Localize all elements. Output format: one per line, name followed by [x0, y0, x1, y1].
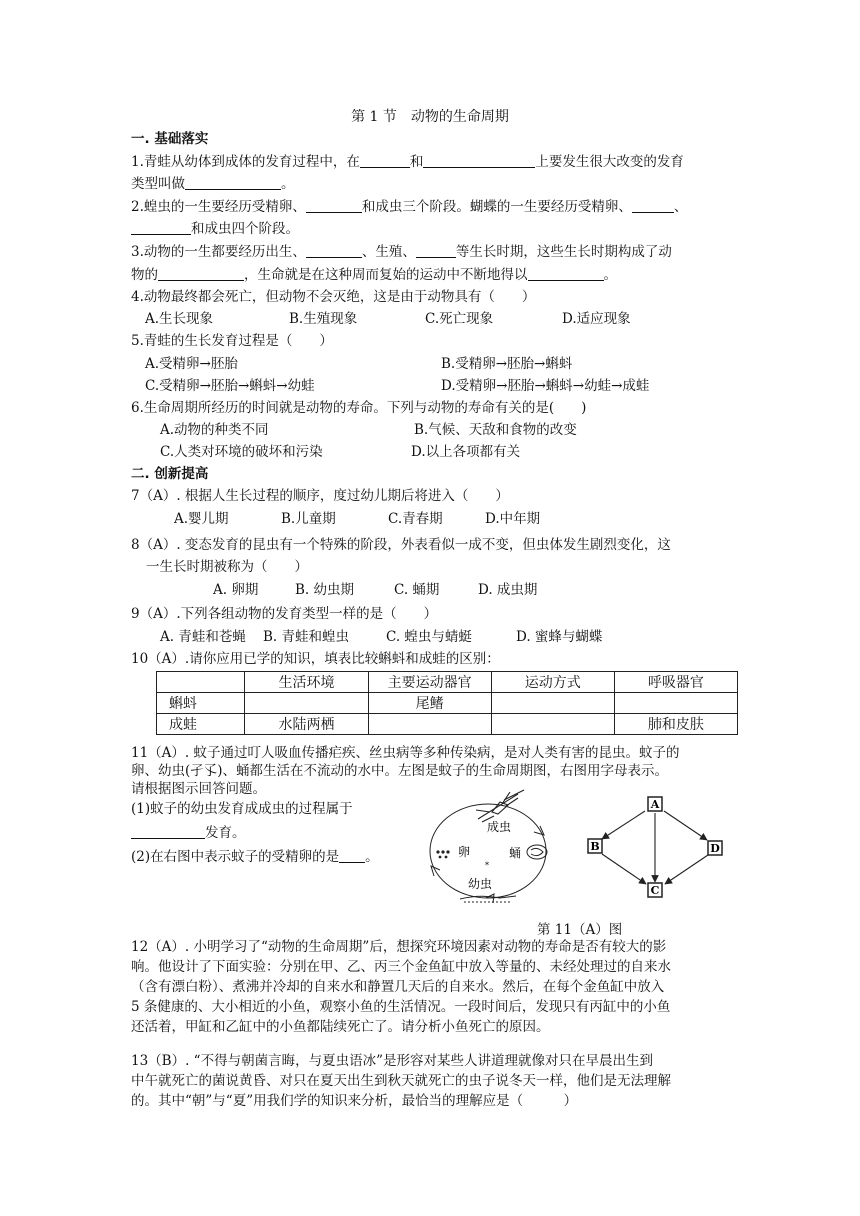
table-row	[157, 714, 738, 735]
question-11-sub1-cont: 发育。	[131, 824, 246, 842]
question-3: 3.动物的一生都要经历出生、 、生殖、 等生长时期，这些生长时期构成了动	[131, 244, 672, 260]
larva-icon	[460, 896, 516, 902]
blank[interactable]	[339, 848, 365, 863]
table-cell: 肺和皮肤	[614, 714, 737, 735]
question-8-cont: 一生长时期被称为（ ）	[146, 559, 308, 575]
q7-option-c[interactable]: C.青春期	[388, 511, 443, 527]
question-11-sub1: (1)蚊子的幼虫发育成成虫的过程属于	[131, 801, 353, 817]
blank[interactable]	[360, 153, 410, 168]
svg-text:*: *	[485, 861, 489, 870]
question-11: 11（A）. 蚊子通过叮人吸血传播疟疾、丝虫病等多种传染病，是对人类有害的昆虫。蚊子的	[131, 745, 680, 761]
question-11-sub2: (2)在右图中表示蚊子的受精卵的是 。	[131, 849, 379, 865]
q9-option-c[interactable]: C. 蝗虫与蜻蜓	[386, 629, 472, 645]
q6-option-a[interactable]: A.动物的种类不同	[160, 422, 269, 438]
q5-option-b[interactable]: B.受精卵→胚胎→蝌蚪	[441, 356, 573, 372]
table-cell: 尾鳍	[368, 693, 491, 714]
stage-label-pupa: 蛹	[509, 846, 522, 860]
q8-option-b[interactable]: B. 幼虫期	[295, 582, 355, 598]
question-8: 8（A）. 变态发育的昆虫有一个特殊的阶段，外表看似一成不变，但虫体发生剧烈变化，这	[131, 537, 671, 553]
section-heading-advanced: 二. 创新提高	[131, 466, 209, 482]
question-7: 7（A）. 根据人生长过程的顺序，度过幼儿期后将进入（ ）	[131, 488, 509, 504]
table-header-cell	[157, 672, 245, 693]
table-header-cell: 主要运动器官	[368, 672, 491, 693]
table-header-cell: 呼吸器官	[614, 672, 737, 693]
blank[interactable]	[528, 266, 604, 281]
question-2-cont: 和成虫四个阶段。	[131, 220, 299, 238]
blank[interactable]	[306, 198, 362, 213]
table-header-row	[157, 672, 738, 693]
mosquito-life-cycle-figure	[420, 786, 750, 914]
question-12-cont: （含有漂白粉）、煮沸并冷却的自来水和静置几天后的自来水。然后，在每个金鱼缸中放入	[131, 979, 665, 995]
q8-option-a[interactable]: A. 卵期	[213, 582, 259, 598]
q6-option-d[interactable]: D.以上各项都有关	[411, 444, 521, 460]
figure-caption: 第 11（A）图	[537, 922, 623, 938]
table-header-cell: 运动方式	[491, 672, 614, 693]
life-cycle-diagram	[430, 790, 547, 903]
blank[interactable]	[131, 824, 205, 839]
question-2: 2.蝗虫的一生要经历受精卵、 和成虫三个阶段。蝴蝶的一生要经历受精卵、 、	[131, 199, 688, 215]
table-cell[interactable]	[368, 714, 491, 735]
table-cell[interactable]	[491, 693, 614, 714]
question-13-cont: 的。其中“朝”与“夏”用我们学的知识来分析，最恰当的理解应是（ ）	[131, 1093, 578, 1109]
letter-cycle-diagram	[588, 797, 722, 897]
table-cell: 蝌蚪	[157, 693, 245, 714]
page-title: 第 1 节 动物的生命周期	[351, 109, 509, 125]
q5-option-c[interactable]: C.受精卵→胚胎→蝌蚪→幼蛙	[145, 378, 315, 394]
q4-option-c[interactable]: C.死亡现象	[425, 311, 494, 327]
question-4: 4.动物最终都会死亡，但动物不会灭绝，这是由于动物具有（ ）	[131, 289, 536, 305]
blank[interactable]	[158, 266, 244, 281]
q6-option-c[interactable]: C.人类对环境的破坏和污染	[160, 444, 323, 460]
pupa-icon	[527, 845, 547, 859]
q7-option-a[interactable]: A.婴儿期	[174, 511, 229, 527]
blank[interactable]	[185, 175, 281, 190]
q4-option-a[interactable]: A.生长现象	[145, 311, 214, 327]
q4-option-b[interactable]: B.生殖现象	[289, 311, 358, 327]
stage-label-egg: 卵	[458, 845, 471, 859]
question-12-cont: 5 条健康的、大小相近的小鱼，观察小鱼的生活情况。一段时间后，发现只有丙缸中的小鱼	[131, 999, 671, 1015]
question-6: 6.生命周期所经历的时间就是动物的寿命。下列与动物的寿命有关的是( )	[131, 400, 587, 416]
q7-option-b[interactable]: B.儿童期	[281, 511, 336, 527]
table-row	[157, 693, 738, 714]
question-9: 9（A）.下列各组动物的发育类型一样的是（ ）	[131, 606, 438, 622]
q9-option-a[interactable]: A. 青蛙和苍蝇	[160, 629, 246, 645]
node-label-c: C	[650, 884, 660, 897]
question-11-cont: 卵、幼虫(孑孓)、蛹都生活在不流动的水中。左图是蚊子的生命周期图，右图用字母表示。	[131, 763, 669, 779]
stage-label-adult: 成虫	[487, 820, 512, 834]
blank[interactable]	[416, 243, 456, 258]
blank[interactable]	[632, 198, 674, 213]
stage-label-larva: 幼虫	[468, 877, 493, 891]
question-12: 12（A）. 小明学习了“动物的生命周期”后，想探究环境因素对动物的寿命是否有较大的影	[131, 939, 667, 955]
q7-option-d[interactable]: D.中年期	[485, 511, 541, 527]
question-3-cont: 物的 ，生命就是在这种周而复始的运动中不断地得以 。	[131, 267, 617, 283]
blank[interactable]	[423, 153, 535, 168]
table-cell[interactable]	[491, 714, 614, 735]
section-heading-basic: 一. 基础落实	[131, 131, 209, 147]
node-label-b: B	[590, 840, 600, 853]
question-1: 1.青蛙从幼体到成体的发育过程中，在 和 上要发生很大改变的发育	[131, 154, 684, 170]
question-12-cont: 响。他设计了下面实验：分别在甲、乙、丙三个金鱼缸中放入等量的、未经处理过的自来水	[131, 959, 671, 975]
q6-option-b[interactable]: B.气候、天敌和食物的改变	[414, 422, 577, 438]
q9-option-d[interactable]: D. 蜜蜂与蝴蝶	[516, 629, 603, 645]
q5-option-d[interactable]: D.受精卵→胚胎→蝌蚪→幼蛙→成蛙	[441, 378, 650, 394]
comparison-table	[156, 671, 738, 735]
q5-option-a[interactable]: A.受精卵→胚胎	[145, 356, 238, 372]
question-5: 5.青蛙的生长发育过程是（ ）	[131, 333, 333, 349]
question-11-cont: 请根据图示回答问题。	[131, 781, 266, 797]
question-12-cont: 还活着，甲缸和乙缸中的小鱼都陆续死亡了。请分析小鱼死亡的原因。	[131, 1019, 550, 1035]
egg-icon	[436, 850, 449, 858]
table-header-cell: 生活环境	[245, 672, 368, 693]
table-cell[interactable]	[245, 693, 368, 714]
q8-option-c[interactable]: C. 蛹期	[394, 582, 440, 598]
blank[interactable]	[131, 220, 191, 235]
q9-option-b[interactable]: B. 青蛙和蝗虫	[263, 629, 350, 645]
mosquito-icon	[476, 790, 524, 822]
table-cell[interactable]	[614, 693, 737, 714]
question-13-cont: 中午就死亡的菌说黄昏、对只在夏天出生到秋天就死亡的虫子说冬天一样，他们是无法理解	[131, 1073, 671, 1089]
blank[interactable]	[306, 243, 362, 258]
question-10: 10（A）.请你应用已学的知识，填表比较蝌蚪和成蛙的区别：	[131, 651, 500, 667]
node-label-d: D	[710, 842, 720, 855]
node-label-a: A	[650, 798, 660, 811]
question-1-cont: 类型叫做 。	[131, 176, 295, 192]
question-13: 13（B）. “不得与朝菌言晦，与夏虫语冰”是形容对某些人讲道理就像对只在早晨出生到	[131, 1053, 653, 1069]
table-cell: 成蛙	[157, 714, 245, 735]
q4-option-d[interactable]: D.适应现象	[562, 311, 631, 327]
table-cell: 水陆两栖	[245, 714, 368, 735]
q8-option-d[interactable]: D. 成虫期	[478, 582, 538, 598]
